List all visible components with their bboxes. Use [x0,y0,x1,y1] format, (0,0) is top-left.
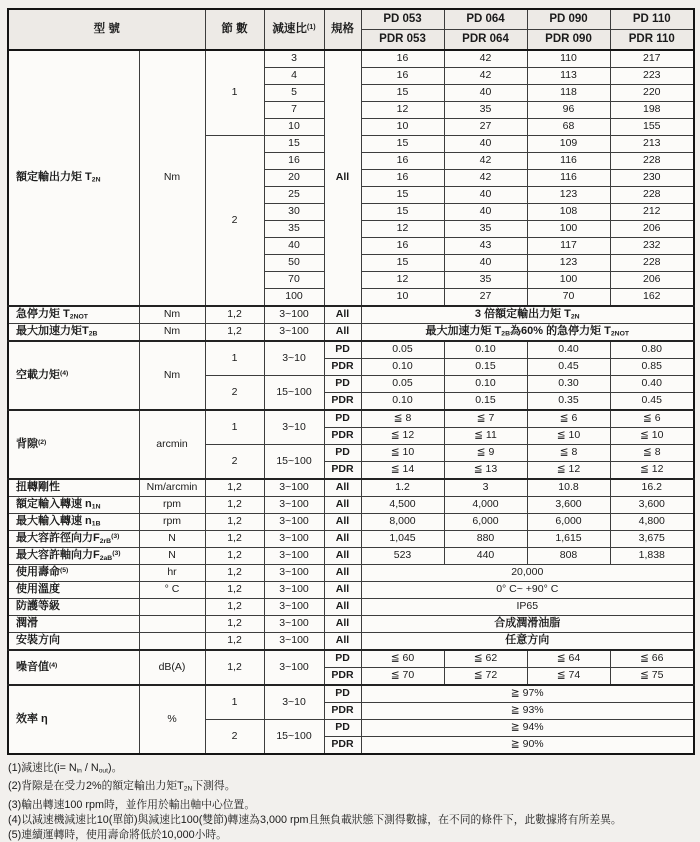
ratio-cell: 40 [264,238,324,255]
value-cell: 232 [610,238,694,255]
row-label-noise-level: 噪音值$^{(4)}$ [8,650,139,685]
ratio-cell: 3~100 [264,599,324,616]
value-cell: ≦ 10 [610,428,694,445]
value-cell: ≦ 14 [361,462,444,480]
stage-cell: 2 [205,445,264,480]
value-cell: 155 [610,119,694,136]
unit-cell: rpm [139,514,205,531]
value-cell: 228 [610,153,694,170]
header-model: 型 號 [8,9,205,50]
value-cell: 3 倍額定輸出力矩 $T_{2N}$ [361,306,694,324]
value-cell: 96 [527,102,610,119]
value-cell: ≦ 74 [527,668,610,686]
value-cell: 27 [444,119,527,136]
row-label-protection-class: 防護等級 [8,599,139,616]
spec-cell: PDR [324,703,361,720]
value-cell: 10 [361,119,444,136]
value-cell: ≦ 7 [444,410,527,428]
value-cell: 100 [527,221,610,238]
value-cell: 15 [361,136,444,153]
value-cell: 0.40 [610,376,694,393]
footnote-4: (4)以減速機減速比10(單節)與減速比100(雙節)轉速為3,000 rpm且無負載狀態下測得數據，在不同的條件下，此數據將有所差異。 [8,813,622,826]
value-cell: 0.80 [610,341,694,359]
value-cell: 16 [361,50,444,68]
table-row [8,341,694,359]
value-cell: 15 [361,85,444,102]
value-cell: 0.10 [361,393,444,411]
ratio-cell: 3~100 [264,514,324,531]
value-cell: 1,838 [610,548,694,565]
value-cell: 6,000 [444,514,527,531]
value-cell: 217 [610,50,694,68]
value-cell: 16 [361,153,444,170]
value-cell: 4,000 [444,497,527,514]
value-cell: 6,000 [527,514,610,531]
value-cell: ≦ 66 [610,650,694,668]
value-cell: 213 [610,136,694,153]
ratio-cell: 3~100 [264,582,324,599]
ratio-cell: 3~100 [264,633,324,651]
value-cell: ≦ 8 [527,445,610,462]
spec-cell: All [324,633,361,651]
spec-cell: PD [324,410,361,428]
unit-cell: Nm/arcmin [139,479,205,497]
value-cell: ≦ 62 [444,650,527,668]
spec-cell: PDR [324,393,361,411]
table-row [8,324,694,342]
footnote-2: (2)背隙是在受力2%的額定輸出力矩$T_{2N}$下測得。 [8,780,236,794]
value-cell: 117 [527,238,610,255]
spec-cell: All [324,514,361,531]
value-cell: 0.35 [527,393,610,411]
value-cell: 0.45 [610,393,694,411]
spec-cell: PD [324,685,361,703]
table-row [8,497,694,514]
unit-cell: Nm [139,341,205,410]
ratio-cell: 25 [264,187,324,204]
value-cell: ≦ 10 [361,445,444,462]
value-cell: ≦ 9 [444,445,527,462]
value-cell: 118 [527,85,610,102]
value-cell: 42 [444,50,527,68]
spec-cell: PDR [324,428,361,445]
value-cell: ≧ 90% [361,737,694,755]
spec-cell: PD [324,720,361,737]
value-cell: 15 [361,204,444,221]
value-cell: 0.10 [444,341,527,359]
ratio-cell: 3~100 [264,324,324,342]
unit-cell: arcmin [139,410,205,479]
value-cell: 3,600 [527,497,610,514]
value-cell: 40 [444,85,527,102]
value-cell: ≦ 75 [610,668,694,686]
value-cell: ≦ 12 [610,462,694,480]
header-model-pdr090: PDR 090 [527,30,610,51]
ratio-cell: 3 [264,50,324,68]
ratio-cell: 3~10 [264,410,324,445]
stage-cell: 1,2 [205,324,264,342]
stage-cell: 1,2 [205,650,264,685]
value-cell: 任意方向 [361,633,694,651]
table-row [8,565,694,582]
stage-cell: 1,2 [205,582,264,599]
value-cell: ≦ 10 [527,428,610,445]
ratio-cell: 3~100 [264,531,324,548]
header-model-pd053: PD 053 [361,9,444,30]
row-label-mounting-direction: 安裝方向 [8,633,139,651]
value-cell: 116 [527,170,610,187]
value-cell: ≦ 64 [527,650,610,668]
value-cell: 0.05 [361,341,444,359]
unit-cell: rpm [139,497,205,514]
value-cell: ≦ 72 [444,668,527,686]
value-cell: 10.8 [527,479,610,497]
stage-cell: 1 [205,50,264,136]
row-label-torsional-rigidity: 扭轉剛性 [8,479,139,497]
value-cell: 880 [444,531,527,548]
value-cell: 27 [444,289,527,307]
ratio-cell: 5 [264,85,324,102]
value-cell: 42 [444,170,527,187]
unit-cell [139,599,205,616]
table-row [8,599,694,616]
value-cell: 100 [527,272,610,289]
ratio-cell: 3~10 [264,341,324,376]
footnote-3: (3)輸出轉速100 rpm時，並作用於輸出軸中心位置。 [8,798,256,811]
spec-cell: PDR [324,737,361,755]
value-cell: 40 [444,187,527,204]
value-cell: ≦ 70 [361,668,444,686]
value-cell: ≦ 6 [527,410,610,428]
ratio-cell: 4 [264,68,324,85]
row-label-backlash: 背隙$^{(2)}$ [8,410,139,479]
ratio-cell: 100 [264,289,324,307]
value-cell: 0.85 [610,359,694,376]
header-model-pdr110: PDR 110 [610,30,694,51]
stage-cell: 1 [205,341,264,376]
value-cell: 40 [444,136,527,153]
row-label-estop-torque: 急停力矩 $T_{2NOT}$ [8,306,139,324]
ratio-cell: 3~100 [264,497,324,514]
table-row [8,582,694,599]
value-cell: 116 [527,153,610,170]
value-cell: 16 [361,238,444,255]
value-cell: 1.2 [361,479,444,497]
unit-cell [139,616,205,633]
value-cell: 108 [527,204,610,221]
unit-cell: Nm [139,324,205,342]
ratio-cell: 15 [264,136,324,153]
spec-cell: All [324,616,361,633]
value-cell: ≦ 60 [361,650,444,668]
ratio-cell: 3~100 [264,616,324,633]
spec-cell: All [324,582,361,599]
unit-cell [139,633,205,651]
spec-cell: PD [324,445,361,462]
ratio-cell: 7 [264,102,324,119]
table-row [8,514,694,531]
row-label-max-input-speed: 最大輸入轉速 $n_{1B}$ [8,514,139,531]
value-cell: 123 [527,255,610,272]
value-cell: 0.15 [444,359,527,376]
row-label-operating-temperature: 使用溫度 [8,582,139,599]
stage-cell: 1 [205,685,264,720]
value-cell: ≧ 94% [361,720,694,737]
header-model-pd090: PD 090 [527,9,610,30]
row-label-rated-input-speed: 額定輸入轉速 $n_{1N}$ [8,497,139,514]
value-cell: 212 [610,204,694,221]
ratio-cell: 20 [264,170,324,187]
table-row [8,548,694,565]
value-cell: 206 [610,221,694,238]
value-cell: 40 [444,255,527,272]
ratio-cell: 3~100 [264,306,324,324]
stage-cell: 2 [205,136,264,307]
ratio-cell: 3~100 [264,650,324,685]
ratio-cell: 3~100 [264,565,324,582]
value-cell: 35 [444,272,527,289]
ratio-cell: 15~100 [264,376,324,411]
value-cell: 0.40 [527,341,610,359]
value-cell: 198 [610,102,694,119]
stage-cell: 1 [205,410,264,445]
spec-cell: All [324,324,361,342]
value-cell: 3,675 [610,531,694,548]
stage-cell: 1,2 [205,548,264,565]
table-row [8,650,694,668]
spec-table [7,8,695,755]
value-cell: ≦ 13 [444,462,527,480]
value-cell: 1,045 [361,531,444,548]
value-cell: ≦ 12 [527,462,610,480]
value-cell: ≦ 12 [361,428,444,445]
value-cell: 110 [527,50,610,68]
stage-cell: 1,2 [205,497,264,514]
value-cell: 70 [527,289,610,307]
value-cell: 10 [361,289,444,307]
value-cell: 113 [527,68,610,85]
table-row [8,616,694,633]
value-cell: 109 [527,136,610,153]
value-cell: 43 [444,238,527,255]
spec-cell: PD [324,650,361,668]
value-cell: 808 [527,548,610,565]
value-cell: ≦ 8 [610,445,694,462]
ratio-cell: 3~10 [264,685,324,720]
header-model-pd110: PD 110 [610,9,694,30]
header-row-pd [8,9,694,30]
value-cell: 35 [444,102,527,119]
stage-cell: 1,2 [205,616,264,633]
value-cell: 42 [444,153,527,170]
stage-cell: 2 [205,376,264,411]
value-cell: 0.05 [361,376,444,393]
stage-cell: 2 [205,720,264,755]
table-row [8,685,694,703]
value-cell: 0.10 [361,359,444,376]
value-cell: 1,615 [527,531,610,548]
spec-cell: PDR [324,359,361,376]
ratio-cell: 70 [264,272,324,289]
footnote-1: (1)減速比$(i= N_{in} / N_{out})$。 [8,762,123,775]
row-label-lubrication: 潤滑 [8,616,139,633]
unit-cell: Nm [139,306,205,324]
header-ratio: 減速比$^{(1)}$ [264,9,324,50]
spec-cell: All [324,50,361,306]
value-cell: 223 [610,68,694,85]
unit-cell: N [139,548,205,565]
unit-cell: hr [139,565,205,582]
unit-cell: % [139,685,205,754]
value-cell: 228 [610,187,694,204]
value-cell: 230 [610,170,694,187]
value-cell: 35 [444,221,527,238]
row-label-efficiency: 效率 η [8,685,139,754]
value-cell: 3 [444,479,527,497]
stage-cell: 1,2 [205,306,264,324]
row-label-service-life: 使用壽命$^{(5)}$ [8,565,139,582]
spec-cell: All [324,497,361,514]
table-row [8,531,694,548]
ratio-cell: 30 [264,204,324,221]
ratio-cell: 3~100 [264,479,324,497]
unit-cell: N [139,531,205,548]
spec-cell: PD [324,376,361,393]
value-cell: 123 [527,187,610,204]
spec-cell: All [324,599,361,616]
value-cell: 12 [361,272,444,289]
value-cell: 20,000 [361,565,694,582]
value-cell: 40 [444,204,527,221]
value-cell: ≦ 6 [610,410,694,428]
row-label-max-radial-force: 最大容許徑向力$F_{2rB}^{(3)}$ [8,531,139,548]
spec-cell: PDR [324,462,361,480]
value-cell: IP65 [361,599,694,616]
value-cell: 162 [610,289,694,307]
value-cell: 4,800 [610,514,694,531]
spec-cell: All [324,565,361,582]
header-model-pdr064: PDR 064 [444,30,527,51]
spec-cell: All [324,479,361,497]
value-cell: 42 [444,68,527,85]
value-cell: ≧ 97% [361,685,694,703]
unit-cell: dB(A) [139,650,205,685]
spec-cell: PD [324,341,361,359]
ratio-cell: 50 [264,255,324,272]
spec-cell: All [324,531,361,548]
stage-cell: 1,2 [205,514,264,531]
table-row [8,410,694,428]
table-header [8,9,694,50]
value-cell: 15 [361,255,444,272]
value-cell: 15 [361,187,444,204]
value-cell: 206 [610,272,694,289]
table-row [8,50,694,68]
table-row [8,479,694,497]
ratio-cell: 15~100 [264,720,324,755]
value-cell: 0° C~ +90° C [361,582,694,599]
footnotes [7,761,693,842]
unit-cell: ° C [139,582,205,599]
ratio-cell: 16 [264,153,324,170]
spec-cell: All [324,306,361,324]
value-cell: 合成潤滑油脂 [361,616,694,633]
ratio-cell: 35 [264,221,324,238]
ratio-cell: 15~100 [264,445,324,480]
stage-cell: 1,2 [205,479,264,497]
value-cell: 16 [361,170,444,187]
value-cell: 0.10 [444,376,527,393]
stage-cell: 1,2 [205,531,264,548]
value-cell: 最大加速力矩 $T_{2B}$為60% 的急停力矩 $T_{2NOT}$ [361,324,694,342]
table-row [8,633,694,651]
header-model-pd064: PD 064 [444,9,527,30]
value-cell: 0.15 [444,393,527,411]
header-spec: 規格 [324,9,361,50]
spec-cell: All [324,548,361,565]
value-cell: ≦ 8 [361,410,444,428]
value-cell: 220 [610,85,694,102]
stage-cell: 1,2 [205,599,264,616]
value-cell: 16 [361,68,444,85]
spec-cell: PDR [324,668,361,686]
row-label-noload-torque: 空載力矩$^{(4)}$ [8,341,139,410]
value-cell: 440 [444,548,527,565]
value-cell: ≧ 93% [361,703,694,720]
header-model-pdr053: PDR 053 [361,30,444,51]
header-stages: 節 數 [205,9,264,50]
value-cell: 68 [527,119,610,136]
row-label-max-axial-force: 最大容許軸向力$F_{2aB}^{(3)}$ [8,548,139,565]
table-row [8,306,694,324]
value-cell: 0.30 [527,376,610,393]
value-cell: ≦ 11 [444,428,527,445]
unit-cell: Nm [139,50,205,306]
stage-cell: 1,2 [205,633,264,651]
value-cell: 4,500 [361,497,444,514]
value-cell: 3,600 [610,497,694,514]
value-cell: 228 [610,255,694,272]
value-cell: 523 [361,548,444,565]
value-cell: 12 [361,102,444,119]
value-cell: 16.2 [610,479,694,497]
value-cell: 0.45 [527,359,610,376]
value-cell: 12 [361,221,444,238]
value-cell: 8,000 [361,514,444,531]
ratio-cell: 3~100 [264,548,324,565]
stage-cell: 1,2 [205,565,264,582]
row-label-rated-output-torque: 額定輸出力矩 $T_{2N}$ [8,50,139,306]
ratio-cell: 10 [264,119,324,136]
row-label-max-accel-torque: 最大加速力矩$T_{2B}$ [8,324,139,342]
footnote-5: (5)連續運轉時，使用壽命將低於10,000小時。 [8,828,227,841]
